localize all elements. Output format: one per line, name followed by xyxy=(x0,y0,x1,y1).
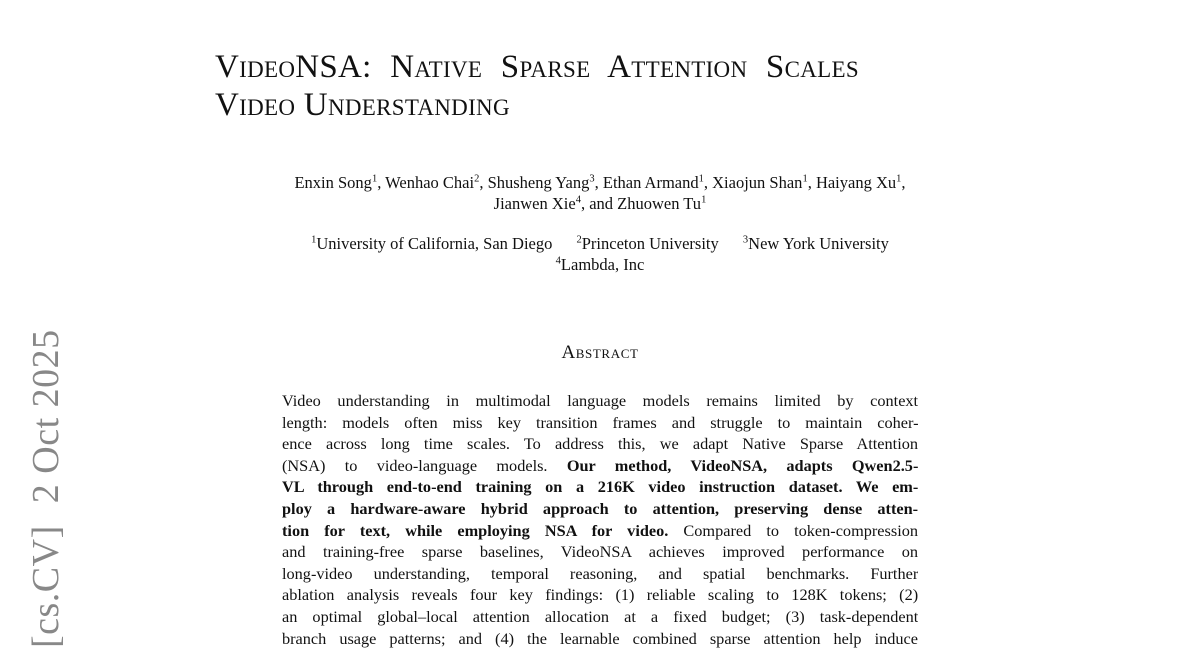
title-line-2: Video Understanding xyxy=(215,87,510,123)
abstract-text-run: and training-free sparse baselines, VideoNSA achieves improved performance on xyxy=(282,542,918,562)
author-affil-mark: 3 xyxy=(589,173,595,185)
author: Shusheng Yang xyxy=(487,173,590,192)
affiliation-name: University of California, San Diego xyxy=(316,234,553,253)
abstract-text-run: Video understanding in multimodal language models remains limited by context xyxy=(282,391,918,410)
affiliation xyxy=(743,234,889,253)
abstract-bold-run: ploy a hardware-aware hybrid approach to attention, preserving dense atten- xyxy=(282,498,918,518)
abstract-bold-run: tion for text, while employing NSA for video. xyxy=(282,520,669,540)
abstract-text-run: (NSA) to video-language models. xyxy=(282,455,567,475)
author: Enxin Song xyxy=(294,173,372,192)
abstract-text-run: long-video understanding, temporal reasoning, and spatial benchmarks. Further xyxy=(282,563,918,583)
author: Xiaojun Shan xyxy=(712,173,803,192)
abstract-text-run: an optimal global–local attention allocation at a fixed budget; (3) task-dependent xyxy=(282,606,918,626)
abstract-line xyxy=(282,412,918,434)
author-affil-mark: 4 xyxy=(575,194,581,206)
author-list xyxy=(200,172,1000,214)
abstract-heading: Abstract xyxy=(561,342,639,363)
abstract-line xyxy=(282,520,918,542)
author: Haiyang Xu xyxy=(815,173,897,192)
affiliation xyxy=(577,234,719,253)
author-affil-mark: 1 xyxy=(698,173,704,185)
affiliation xyxy=(556,255,645,274)
arxiv-category: [cs.CV] xyxy=(25,525,67,648)
abstract-line xyxy=(282,433,918,455)
affiliation-mark: 3 xyxy=(742,234,749,246)
author: Ethan Armand xyxy=(602,173,699,192)
arxiv-side-stamp xyxy=(24,329,68,648)
abstract-bold-run: VL through end-to-end training on a 216K video instruction dataset. We em- xyxy=(282,477,918,497)
title-line-1: VideoNSA: Native Sparse Attention Scales xyxy=(215,49,859,85)
affiliation-name: Lambda, Inc xyxy=(560,255,645,274)
author-affil-mark: 1 xyxy=(896,173,902,185)
abstract-line xyxy=(282,541,918,563)
author-line-1: Enxin Song$^1$, Wenhao Chai$^2$, Shusheng Yang$^3$, Ethan Armand$^1$, Xiaojun Shan$^1$, Haiyang Xu$^1$, xyxy=(294,173,906,192)
abstract-line xyxy=(282,628,918,648)
abstract-line xyxy=(282,584,918,606)
affiliation-name: New York University xyxy=(748,234,889,253)
affiliation-mark: 4 xyxy=(555,255,561,267)
abstract-text-run: branch usage patterns; and (4) the learnable combined sparse attention help induce xyxy=(282,628,918,648)
abstract-text-run: ablation analysis reveals four key findings: (1) reliable scaling to 128K tokens; (2) xyxy=(282,585,918,605)
author-affil-mark: 2 xyxy=(474,173,480,185)
abstract-text-run: ence across long time scales. To address this, we adapt Native Sparse Attention xyxy=(282,434,918,454)
affiliation-mark: 1 xyxy=(311,234,317,246)
abstract-line xyxy=(282,390,918,412)
abstract-line xyxy=(282,606,918,628)
affiliation-line-2 xyxy=(200,254,1000,275)
affiliation-name: Princeton University xyxy=(581,234,719,253)
abstract-text-run: length: models often miss key transition frames and struggle to maintain coher- xyxy=(282,412,918,432)
author-affil-mark: 1 xyxy=(802,173,808,185)
abstract-text-run: Compared to token-compression xyxy=(668,520,918,540)
author-line-2 xyxy=(200,193,1000,214)
abstract-line xyxy=(282,498,918,520)
abstract-line xyxy=(282,455,918,477)
affiliation xyxy=(311,234,552,253)
arxiv-date: 2 Oct 2025 xyxy=(25,329,67,504)
author-conjunction: , and xyxy=(580,194,618,213)
paper-title xyxy=(215,48,1005,124)
abstract-line xyxy=(282,563,918,585)
abstract-body xyxy=(282,390,918,648)
author: Wenhao Chai xyxy=(385,173,475,192)
affiliation-mark: 2 xyxy=(576,234,582,246)
affiliation-line-1 xyxy=(200,233,1000,254)
author-affil-mark: 1 xyxy=(371,173,378,185)
author: Zhuowen Tu xyxy=(617,194,702,213)
abstract-bold-run: Our method, VideoNSA, adapts Qwen2.5- xyxy=(566,455,918,475)
affiliation-list xyxy=(200,233,1000,275)
author-affil-mark: 1 xyxy=(701,194,707,206)
abstract-line xyxy=(282,476,918,498)
author: Jianwen Xie xyxy=(493,194,576,213)
